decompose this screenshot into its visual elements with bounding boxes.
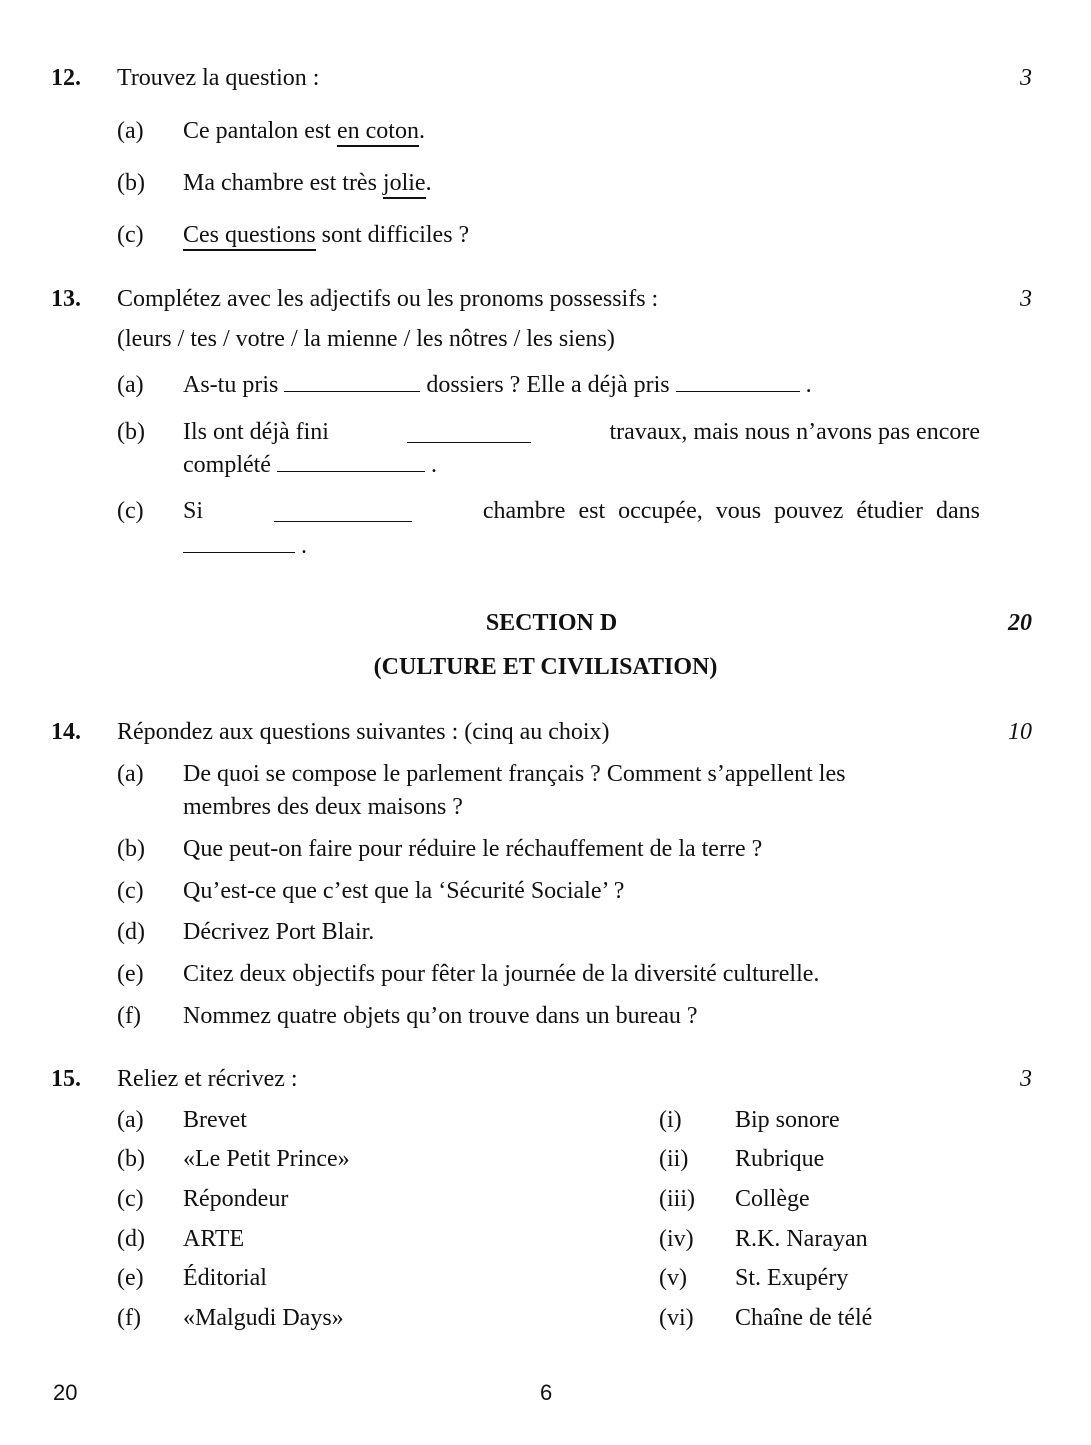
fill-sentence-continued bbox=[183, 532, 307, 561]
match-left-label: (e) bbox=[117, 1265, 144, 1291]
item-text-post: . bbox=[418, 118, 425, 144]
section-title: SECTION D bbox=[485, 610, 618, 636]
paper-code: 20 bbox=[53, 1380, 78, 1405]
sentence-part: dossiers ? Elle a déjà pris bbox=[426, 372, 670, 398]
match-right-label: (ii) bbox=[659, 1146, 689, 1172]
sentence-part: travaux, mais nous n’avons pas encore bbox=[609, 419, 980, 445]
question-number: 12. bbox=[51, 65, 81, 91]
match-right-item: Collège bbox=[735, 1186, 810, 1212]
question-marks: 3 bbox=[1020, 1066, 1032, 1092]
item-label: (d) bbox=[117, 919, 145, 945]
fill-sentence bbox=[183, 371, 812, 400]
match-left-item: Brevet bbox=[183, 1107, 247, 1133]
match-right-item: Bip sonore bbox=[735, 1107, 840, 1133]
match-left-item: «Le Petit Prince» bbox=[183, 1146, 350, 1172]
match-left-label: (a) bbox=[117, 1107, 144, 1133]
question-number: 15. bbox=[51, 1066, 81, 1092]
match-right-item: Chaîne de télé bbox=[735, 1305, 873, 1331]
question-title: Complétez avec les adjectifs ou les pronoms possessifs : bbox=[117, 286, 659, 312]
item-text: Nommez quatre objets qu’on trouve dans un bureau ? bbox=[183, 1003, 698, 1029]
match-right-item: St. Exupéry bbox=[735, 1265, 849, 1291]
match-right-label: (iv) bbox=[659, 1226, 694, 1252]
sentence-part: . bbox=[301, 533, 307, 559]
match-right-label: (vi) bbox=[659, 1305, 694, 1331]
fill-sentence bbox=[183, 497, 980, 526]
item-text-post: sont difficiles ? bbox=[315, 222, 470, 248]
item-text bbox=[183, 169, 432, 198]
sentence-part: complété bbox=[183, 452, 271, 478]
match-left-label: (d) bbox=[117, 1226, 145, 1252]
answer-blank[interactable] bbox=[183, 552, 295, 553]
match-left-label: (c) bbox=[117, 1186, 144, 1212]
item-label: (b) bbox=[117, 170, 145, 196]
question-title: Reliez et récrivez : bbox=[117, 1066, 298, 1092]
underlined-phrase: jolie bbox=[383, 170, 426, 199]
item-label: (a) bbox=[117, 761, 144, 787]
item-text-pre: Ma chambre est très bbox=[183, 170, 383, 196]
underlined-phrase: Ces questions bbox=[183, 222, 316, 251]
item-text: De quoi se compose le parlement français ? Comment s’appellent les bbox=[183, 761, 846, 787]
item-text bbox=[183, 221, 469, 250]
word-options: (leurs / tes / votre / la mienne / les nôtres / les siens) bbox=[117, 326, 615, 352]
match-right-label: (iii) bbox=[659, 1186, 695, 1212]
question-marks: 3 bbox=[1020, 286, 1032, 312]
item-text: Que peut-on faire pour réduire le réchauffement de la terre ? bbox=[183, 836, 763, 862]
match-left-item: Répondeur bbox=[183, 1186, 289, 1212]
item-label: (f) bbox=[117, 1003, 141, 1029]
question-marks: 10 bbox=[1008, 719, 1032, 745]
item-label: (a) bbox=[117, 372, 144, 398]
section-subtitle: (CULTURE ET CIVILISATION) bbox=[373, 654, 718, 680]
item-label: (e) bbox=[117, 961, 144, 987]
match-right-label: (v) bbox=[659, 1265, 687, 1291]
match-left-label: (f) bbox=[117, 1305, 141, 1331]
sentence-part: Ils ont déjà fini bbox=[183, 419, 329, 445]
item-label: (c) bbox=[117, 222, 144, 248]
answer-blank[interactable] bbox=[277, 471, 425, 472]
fill-sentence-continued bbox=[183, 451, 437, 480]
page-number: 6 bbox=[540, 1380, 553, 1405]
item-label: (b) bbox=[117, 836, 145, 862]
fill-sentence bbox=[183, 418, 980, 447]
sentence-part: chambre est occupée, vous pouvez étudier dans bbox=[482, 498, 980, 524]
sentence-part: . bbox=[430, 452, 437, 478]
match-left-item: ARTE bbox=[183, 1226, 245, 1252]
match-right-item: Rubrique bbox=[735, 1146, 825, 1172]
item-text-continued: membres des deux maisons ? bbox=[183, 794, 463, 820]
item-label: (a) bbox=[117, 118, 144, 144]
match-right-item: R.K. Narayan bbox=[735, 1226, 868, 1252]
match-right-label: (i) bbox=[659, 1107, 682, 1133]
question-number: 14. bbox=[51, 719, 81, 745]
question-title: Trouvez la question : bbox=[117, 65, 320, 91]
match-left-item: «Malgudi Days» bbox=[183, 1305, 344, 1331]
item-text: Décrivez Port Blair. bbox=[183, 919, 375, 945]
match-left-label: (b) bbox=[117, 1146, 145, 1172]
item-text bbox=[183, 117, 425, 146]
item-label: (b) bbox=[117, 419, 145, 445]
item-text-pre: Ce pantalon est bbox=[183, 118, 337, 144]
answer-blank[interactable] bbox=[274, 521, 412, 522]
item-label: (c) bbox=[117, 498, 144, 524]
underlined-phrase: en coton bbox=[337, 118, 419, 147]
answer-blank[interactable] bbox=[284, 391, 420, 392]
item-text: Qu’est-ce que c’est que la ‘Sécurité Sociale’ ? bbox=[183, 878, 625, 904]
question-number: 13. bbox=[51, 286, 81, 312]
question-marks: 3 bbox=[1020, 65, 1032, 91]
item-label: (c) bbox=[117, 878, 144, 904]
item-text: Citez deux objectifs pour fêter la journée de la diversité culturelle. bbox=[183, 961, 820, 987]
section-marks: 20 bbox=[1008, 610, 1032, 636]
sentence-part: As-tu pris bbox=[183, 372, 279, 398]
answer-blank[interactable] bbox=[676, 391, 800, 392]
sentence-part: Si bbox=[183, 498, 204, 524]
sentence-part: . bbox=[805, 372, 812, 398]
question-title: Répondez aux questions suivantes : (cinq au choix) bbox=[117, 719, 610, 745]
answer-blank[interactable] bbox=[407, 442, 531, 443]
item-text-post: . bbox=[425, 170, 432, 196]
match-left-item: Éditorial bbox=[183, 1265, 267, 1291]
